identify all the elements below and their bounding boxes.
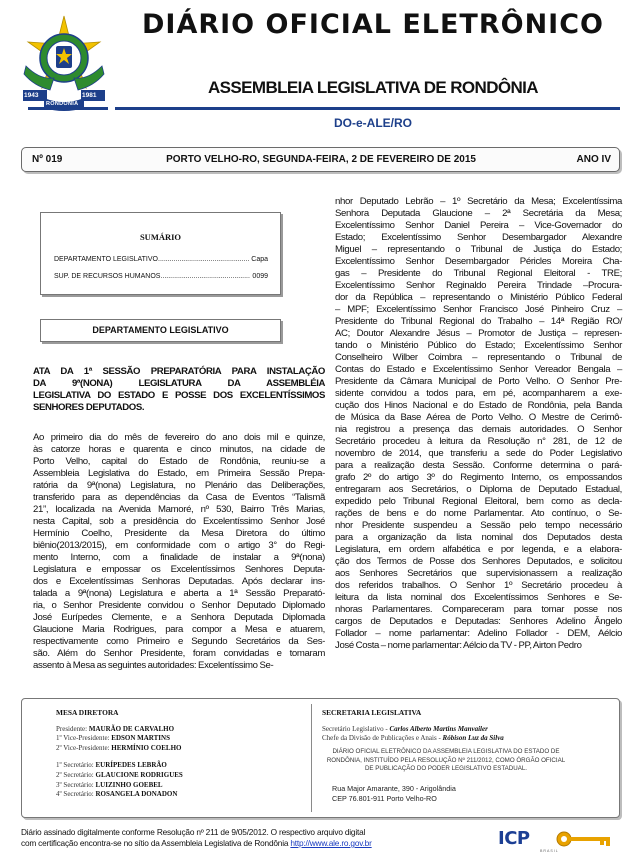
body-text-line: 21”, localizada na Avenida Mamoré, nº 530, Bairro Três Marias, — [33, 504, 325, 515]
header-divider-left — [28, 107, 108, 110]
body-text-line: entregaram aos Secretários, o Diploma de Deputado Estadual, — [335, 484, 622, 495]
summary-item[interactable] — [54, 273, 268, 280]
body-text-line: nhor Presidente suspendeu a Sessão pelo tempo necessário — [335, 520, 622, 531]
ata-title-line: LEGISLATIVA DO ESTADO E POSSE DOS EXCELENTÍSSIMOS — [33, 390, 325, 401]
ata-title-line: DA 9ª(NONA) LEGISLATURA DA ASSEMBLÉIA — [33, 378, 325, 389]
body-text-line: às catorze horas e quarenta e cinco minutos, na cidade de — [33, 444, 325, 455]
issue-info-bar — [21, 147, 620, 172]
body-text-line: Excelentíssimo Senhor Desembargador Péricles Moreira Cha- — [335, 256, 622, 267]
mesa-member: 1º Secretário: EURÍPEDES LEBRÃO — [56, 761, 167, 770]
body-text-line: são. Além do Senhor Presidente, foram convidadas e tomaram — [33, 648, 325, 659]
body-text-line: cução dos Hinos Nacional e do Estado de Rondônia, pela Banda — [335, 400, 622, 411]
secretaria-member: Chefe da Divisão de Publicações e Anais - Róbison Luz da Silva — [322, 734, 504, 743]
summary-title: SUMÁRIO — [139, 232, 182, 242]
mesa-member: 2º Vice-Presidente: HERMÍNIO COELHO — [56, 743, 182, 752]
mesa-member: 2º Secretário: GLAUCIONE RODRIGUES — [56, 770, 183, 779]
ata-title-line: ATA DA 1ª SESSÃO PREPARATÓRIA PARA INSTALAÇÃO — [33, 366, 325, 377]
body-text-line: talada a 9ª(nona) Legislatura e aberta a 1ª Sessão Preparató- — [33, 588, 325, 599]
body-text-line: AC; Doutor Alexandre Jésus – Promotor de Justiça – represen- — [335, 328, 622, 339]
address-block — [332, 784, 456, 804]
ata-title — [33, 366, 325, 414]
body-text-line: nhor Deputado Lebrão – 1º Secretário da Mesa; Excelentíssima — [335, 196, 622, 207]
mesa-member: 4º Secretário: ROSANGELA DONADON — [56, 790, 178, 799]
mesa-title: MESA DIRETORA — [56, 708, 119, 717]
summary-box — [40, 212, 281, 295]
body-text-line: Miguel – representando o Tribunal de Justiça do Estado; — [335, 244, 622, 255]
body-text-line: expedido pelo Tribunal Regional Eleitoral, bem como as decla- — [335, 496, 622, 507]
body-text-line: nesta Capital, sob a presidência do Excelentíssimo Senhor José — [33, 516, 325, 527]
secretaria-member: Secretário Legislativo - Carlos Alberto Martins Manvailer — [322, 724, 488, 733]
mesa-member: 1º Vice-Presidente: EDSON MARTINS — [56, 734, 170, 743]
body-text-line: biênio(2013/2015), em conformidade com o artigo 3° do Regi- — [33, 540, 325, 551]
body-text-line: Hermínio Coelho, Presidente da Mesa Diretora do último — [33, 528, 325, 539]
journal-title: DIÁRIO OFICIAL ELETRÔNICO — [141, 9, 604, 40]
digital-signature-note — [21, 827, 372, 849]
body-text-line: rações de bens e do nome Parlamentar. Ato contínuo, o Se- — [335, 508, 622, 519]
body-text-line: Legislatura e empossar os Excelentíssimos Senhores Deputa- — [33, 564, 325, 575]
secretaria-title: SECRETARIA LEGISLATIVA — [322, 708, 422, 717]
issue-date: PORTO VELHO-RO, SEGUNDA-FEIRA, 2 DE FEVEREIRO DE 2015 — [166, 154, 476, 165]
issue-year: ANO IV — [576, 154, 611, 165]
body-text-line: Ao primeiro dia do mês de fevereiro do ano dois mil e quinze, — [33, 432, 325, 443]
body-text-line: José Eurípedes Clemente, e a Senhora Deputada Diplomada — [33, 612, 325, 623]
body-text-line: Conselheiro Wilber Coimbra – representando o Tribunal de — [335, 352, 622, 363]
body-text-line: para a organização da lista nominal dos Deputados desta — [335, 532, 622, 543]
expediente-divider — [311, 704, 312, 812]
seal-year-right: 1981 — [82, 92, 97, 99]
body-text-line: ratória da 9ª(nona) Legislatura, no Plenário das Deliberações, — [33, 480, 325, 491]
body-text-line: Senhora Deputada Glaucione – 2ª Secretária da Mesa; — [335, 208, 622, 219]
summary-item-label: DEPARTAMENTO LEGISLATIVO — [54, 256, 158, 263]
body-text-line: respectivamente como Primeiro e Segundo Secretários da Ses- — [33, 636, 325, 647]
body-text-line: nia registrou a presença das demais autoridades. O Senhor — [335, 424, 622, 435]
body-text-line: gas – Presidente do Tribunal Regional Eleitoral - TRE; — [335, 268, 622, 279]
summary-item[interactable] — [54, 256, 268, 263]
mesa-member: 3º Secretário: LUIZINHO GOEBEL — [56, 780, 163, 789]
body-text-line: – MPF; Excelentíssimo Senhor Francisco José Pinheiro Cruz – — [335, 304, 622, 315]
ata-body-left-column — [33, 432, 325, 672]
body-text-line: Assembleia Legislativa do Estado, em Primeira Sessão Prepa- — [33, 468, 325, 479]
masthead — [0, 0, 639, 140]
body-text-line: novembro de 2014, que transferiu a sede do Poder Legislativo — [335, 448, 622, 459]
body-text-line: sidente convidou a todos para, em pé, acompanharem a exe- — [335, 388, 622, 399]
summary-leader-dots — [158, 256, 249, 263]
body-text-line: Contas do Estado e Excelentíssimo Senhor Vereador Bengala – — [335, 364, 622, 375]
mesa-member: Presidente: MAURÃO DE CARVALHO — [56, 724, 175, 733]
issue-number: Nº 019 — [32, 154, 63, 165]
summary-item-label: SUP. DE RECURSOS HUMANOS — [54, 273, 161, 280]
summary-leader-dots — [160, 273, 250, 280]
body-text-line: Estado; Excelentíssimo Senhor Desembargador Alexandre — [335, 232, 622, 243]
body-text-line: cargos de Deputados e Deputadas: Senhores Adelino Ângelo — [335, 616, 622, 627]
street-address: Rua Major Amarante, 390 - Arigolândia — [332, 784, 456, 793]
icp-logo-text: ICP — [498, 828, 530, 849]
signature-note-line: com certificação encontra-se no sítio da Assembleia Legislativa de Rondônia — [21, 838, 289, 848]
body-text-line: Legislatura, em ordem alfabética e por legenda, e a elabora- — [335, 544, 622, 555]
header-divider-right — [115, 107, 620, 110]
institution-statement: DIÁRIO OFICIAL ELETRÔNICO DA ASSEMBLEIA LEGISLATIVA DO ESTADO DE RONDÔNIA, INSTITUÍDO PELA RESOLUÇÃO Nº 211/2012, COMO ÓRGÃO OFICIAL DE PUBLICAÇÃO DO PODER LEGISLATIVO ESTADUAL. — [326, 748, 566, 773]
body-text-line: Excelentíssimo Senhor Reginaldo Pereira Trindade –Procura- — [335, 280, 622, 291]
body-text-line: transferido para as dependências da Casa de Eventos “Talismã — [33, 492, 325, 503]
body-text-line: assento à Mesa as seguintes autoridades: Excelentíssimo Se- — [33, 660, 274, 671]
body-text-line: dos referidos trabalhos. O Senhor 1º Secretário procedeu à — [335, 580, 622, 591]
key-icon — [556, 831, 616, 847]
summary-item-page: 0099 — [252, 273, 268, 280]
body-text-line: nhoras Parlamentares. Compareceram para tomar posse nos — [335, 604, 622, 615]
signature-note-line: Diário assinado digitalmente conforme Resolução nº 211 de 9/05/2012. O respectivo arquivo digital — [21, 827, 366, 837]
body-text-line: mento Interno, com a finalidade de instalar a 9ª(nona) — [33, 552, 325, 563]
body-text-line: Secretário procedeu à leitura da Resolução n° 281, de 12 de — [335, 436, 622, 447]
body-text-line: Presidente do Tribunal Regional do Trabalho – 14ª Região RO/ — [335, 316, 622, 327]
body-text-line: Porto Velho, capital do Estado de Rondônia, reuniu-se a — [33, 456, 325, 467]
body-text-line: José Costa – nome parlamentar: Aélcio da TV - PP, Airton Pedro — [335, 640, 582, 651]
postal-code: CEP 76.801-911 Porto Velho-RO — [332, 794, 437, 803]
ata-title-line: SENHORES DEPUTADOS. — [33, 402, 145, 413]
summary-item-page: Capa — [251, 256, 268, 263]
mesa-diretora — [56, 708, 183, 800]
body-text-line: ção dos Termos de Posse dos Senhores Deputados, e solicitou — [335, 556, 622, 567]
body-text-line: Glaucione Maria Rodrigues, para compor a Mesa e atuarem, — [33, 624, 325, 635]
website-link[interactable]: http://www.ale.ro.gov.br — [290, 838, 372, 848]
state-seal-icon — [20, 14, 108, 114]
body-text-line: tando o Ministério Público do Estado; Excelentíssimo Senhor — [335, 340, 622, 351]
body-text-line: dos e Excelentíssimas Senhoras Deputadas. Após declarar ins- — [33, 576, 325, 587]
body-text-line: Presidente da Câmara Municipal de Porto Velho. O Senhor Pre- — [335, 376, 622, 387]
ata-body-right-column — [335, 196, 622, 652]
body-text-line: Excelentíssimo Senhor Daniel Pereira – Vice-Governador do — [335, 220, 622, 231]
journal-subtitle: ASSEMBLEIA LEGISLATIVA DE RONDÔNIA — [207, 78, 538, 97]
section-heading: DEPARTAMENTO LEGISLATIVO — [40, 319, 281, 342]
body-text-line: Follador – nome parlamentar: Adelino Follador - DEM, Aélcio — [335, 628, 622, 639]
body-text-line: aos Senhores Secretários que supervisionassem a realização — [335, 568, 622, 579]
secretaria-legislativa — [322, 708, 612, 744]
body-text-line: ria, o Senhor Presidente convidou o Senhor Deputado Diplomado — [33, 600, 325, 611]
body-text-line: para a realização desta Sessão. Conforme determina o pará- — [335, 460, 622, 471]
icp-logo-subtitle: BRASIL — [540, 849, 559, 853]
journal-code: DO-e-ALE/RO — [334, 116, 412, 130]
body-text-line: leitura da lista nominal dos Excelentíssimos Senhores e Se- — [335, 592, 622, 603]
body-text-line: grafo 2º do artigo 3º do Regimento Interno, os empossandos — [335, 472, 622, 483]
icp-brasil-logo — [498, 826, 620, 856]
seal-year-left: 1943 — [24, 92, 39, 99]
body-text-line: de Música da Base Aérea de Porto Velho. O Mestre de Cerimô- — [335, 412, 622, 423]
seal-ribbon-text: RONDÔNIA — [46, 101, 79, 107]
expediente-box — [21, 698, 620, 818]
body-text-line: dor da República – representando o Ministério Público Federal — [335, 292, 622, 303]
